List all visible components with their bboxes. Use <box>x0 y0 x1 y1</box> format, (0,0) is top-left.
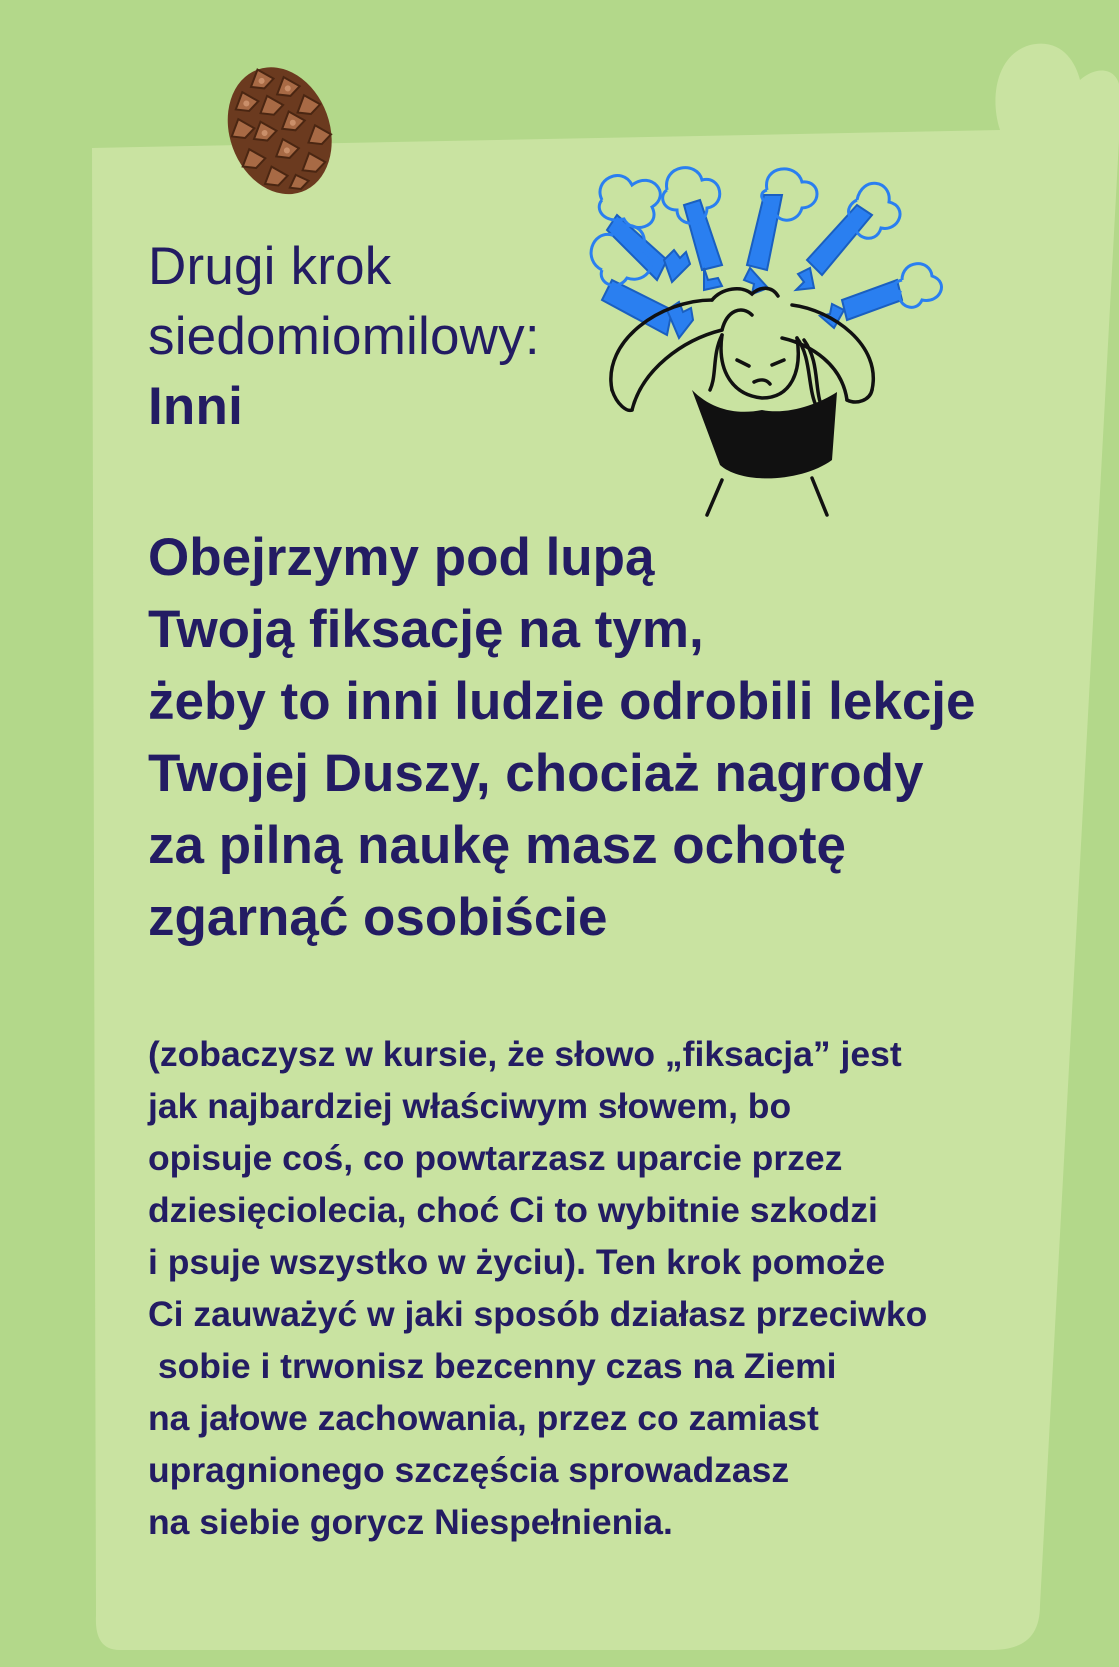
body-line: na siebie gorycz Niespełnienia. <box>148 1502 673 1542</box>
body-line: (zobaczysz w kursie, że słowo „fiksacja” jest <box>148 1034 902 1074</box>
intro-block <box>148 232 588 442</box>
headline-line: żeby to inni ludzie odrobili lekcje <box>148 672 976 731</box>
pinecone-icon <box>208 46 348 206</box>
headline-line: Obejrzymy pod lupą <box>148 528 655 587</box>
body-line: opisuje coś, co powtarzasz uparcie przez <box>148 1138 843 1178</box>
intro-line: Drugi krok <box>148 237 392 296</box>
body-paragraph <box>148 1028 1078 1548</box>
body-line: Ci zauważyć w jaki sposób działasz przeciwko <box>148 1294 928 1334</box>
body-line: upragnionego szczęścia sprowadzasz <box>148 1450 790 1490</box>
headline-line: Twoją fiksację na tym, <box>148 600 704 659</box>
body-line: jak najbardziej właściwym słowem, bo <box>148 1086 792 1126</box>
body-line: dziesięciolecia, choć Ci to wybitnie szkodzi <box>148 1190 878 1230</box>
body-line: na jałowe zachowania, przez co zamiast <box>148 1398 819 1438</box>
body-line: sobie i trwonisz bezcenny czas na Ziemi <box>148 1346 837 1386</box>
intro-line: siedomiomilowy: <box>148 307 540 366</box>
headline-line: za pilną naukę masz ochotę <box>148 816 847 875</box>
body-line: i psuje wszystko w życiu). Ten krok pomoże <box>148 1242 886 1282</box>
intro-strong: Inni <box>148 377 243 436</box>
stressed-person-with-blue-hands-icon <box>572 160 992 555</box>
headline-line: Twojej Duszy, chociaż nagrody <box>148 744 924 803</box>
headline-line: zgarnąć osobiście <box>148 888 608 947</box>
headline <box>148 522 1078 954</box>
